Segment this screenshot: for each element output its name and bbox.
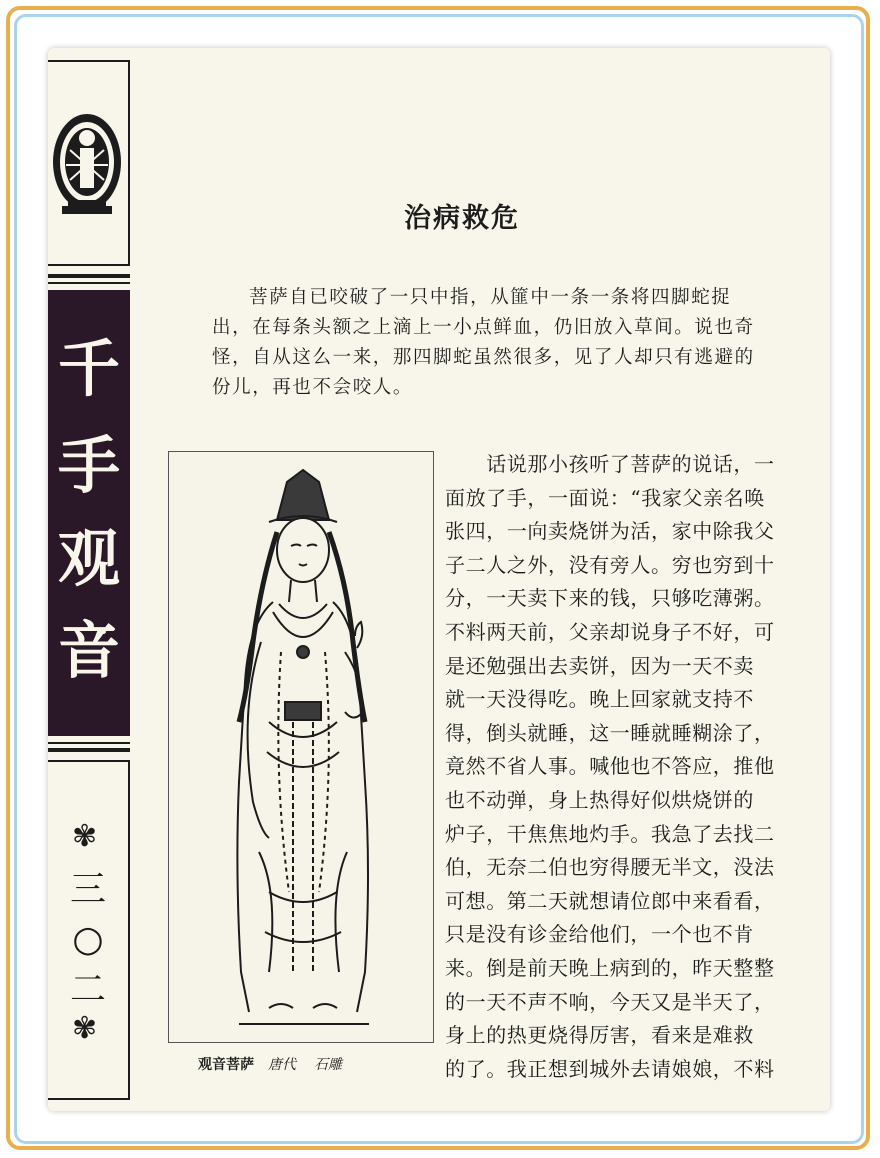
emblem-box — [48, 60, 130, 266]
section-heading: 治病救危 — [404, 203, 520, 234]
book-page — [48, 48, 830, 1111]
sidebar-rule — [48, 748, 130, 752]
caption-material: 石雕 — [314, 1057, 342, 1073]
text-line: 面放了手，一面说：“我家父亲名唤 — [445, 485, 765, 510]
book-title-char: 观 — [57, 522, 120, 595]
caption-title: 观音菩萨 — [198, 1057, 254, 1073]
page-number-box — [48, 760, 130, 1100]
figure-caption — [198, 1054, 342, 1074]
text-line: 就一天没得吃。晚上回家就支持不 — [445, 687, 754, 712]
text-line: 的了。我正想到城外去请娘娘，不料 — [445, 1056, 775, 1081]
page-number-char: ○ — [72, 919, 104, 960]
guanyin-emblem-icon — [48, 110, 126, 222]
book-title-band — [48, 290, 130, 736]
text-line: 伯，无奈二伯也穷得腰无半文，没法 — [445, 855, 775, 880]
book-title-char: 手 — [57, 429, 120, 502]
text-line: 话说那小孩听了菩萨的说话，一 — [445, 452, 775, 476]
text-line: 炉子，干焦焦地灼手。我急了去找二 — [445, 821, 775, 846]
text-line: 不料两天前，父亲却说身子不好，可 — [445, 619, 775, 644]
guanyin-figure-icon — [169, 452, 433, 1042]
text-line: 可想。第二天就想请位郎中来看看， — [445, 888, 775, 913]
text-line: 身上的热更烧得厉害，看来是难救 — [445, 1023, 754, 1048]
paragraph-2 — [445, 448, 779, 1086]
text-line: 分，一天卖下来的钱，只够吃薄粥。 — [445, 586, 775, 611]
flower-ornament-icon: ✾ — [72, 819, 98, 854]
flower-ornament-icon: ✾ — [72, 1011, 98, 1046]
text-line: 子二人之外，没有旁人。穷也穷到十 — [445, 552, 775, 577]
sidebar-rule — [48, 742, 130, 744]
page-number-char: 三 — [69, 869, 106, 910]
text-line: 得，倒头就睡，这一睡就睡糊涂了， — [445, 720, 775, 745]
paragraph-1: 菩萨自已咬破了一只中指，从篚中一条一条将四脚蛇捉出，在每条头额之上滴上一小点鲜血，仍旧放入草间。说也奇怪，自从这么一来，那四脚蛇虽然很多，见了人却只有逃避的份儿，再也不会咬人。 — [212, 287, 755, 398]
text-line: 只是没有诊金给他们，一个也不肯 — [445, 922, 754, 947]
text-line: 来。倒是前天晚上病到的，昨天整整 — [445, 955, 775, 980]
text-line: 是还勉强出去卖饼，因为一天不卖 — [445, 653, 754, 678]
book-title-char: 千 — [57, 332, 120, 405]
book-title-char: 音 — [57, 614, 120, 687]
sidebar-rule — [48, 282, 130, 284]
caption-era: 唐代 — [268, 1057, 296, 1073]
guanyin-illustration — [168, 451, 434, 1043]
text-line: 也不动弹，身上热得好似烘烧饼的 — [445, 787, 754, 812]
text-line: 竟然不省人事。喊他也不答应，推他 — [445, 754, 775, 779]
page-number-char: 二 — [69, 969, 106, 1010]
text-line: 张四，一向卖烧饼为活，家中除我父 — [445, 519, 775, 544]
sidebar-rule — [48, 274, 130, 278]
text-line: 的一天不声不响，今天又是半天了， — [445, 989, 775, 1014]
